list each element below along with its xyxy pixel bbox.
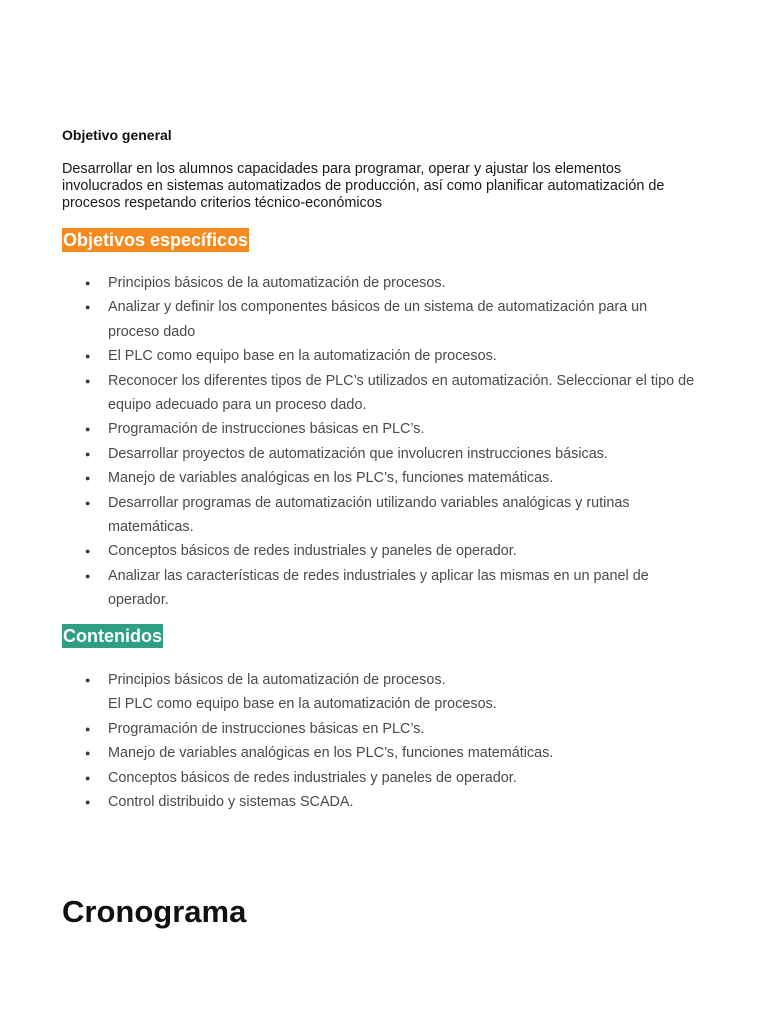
objetivos-especificos-heading: Objetivos específicos xyxy=(63,230,249,250)
list-item-text: Principios básicos de la automatización de procesos. xyxy=(108,672,446,688)
bullet-icon: ● xyxy=(85,546,91,557)
list-item xyxy=(62,692,702,716)
list-item xyxy=(62,717,702,741)
bullet-icon: ● xyxy=(85,748,91,759)
bullet-icon: ● xyxy=(85,497,91,508)
bullet-icon: ● xyxy=(85,278,91,288)
objetivos-especificos-list xyxy=(62,271,702,613)
list-item xyxy=(62,741,702,765)
list-item-text: El PLC como equipo base en la automatización de procesos. xyxy=(108,348,497,365)
bullet-icon: ● xyxy=(85,302,91,313)
bullet-icon: ● xyxy=(85,797,91,808)
list-item-text: Reconocer los diferentes tipos de PLC’s utilizados en automatización. Seleccionar el tipo de equipo adecuado para un proceso dado. xyxy=(108,372,695,414)
list-item-text: Manejo de variables analógicas en los PLC’s, funciones matemáticas. xyxy=(108,745,554,762)
contenidos-heading: Contenidos xyxy=(63,626,162,646)
list-item xyxy=(62,295,702,344)
bullet-icon: ● xyxy=(85,570,91,581)
objetivo-general-text: Desarrollar en los alumnos capacidades para programar, operar y ajustar los elementos involucrados en sistemas automatizados de producción, así como planificar automatización de procesos respetando criterios técnico-económicos xyxy=(62,161,665,211)
list-item-text: Conceptos básicos de redes industriales y paneles de operador. xyxy=(108,543,517,560)
list-item xyxy=(62,271,702,295)
list-item xyxy=(62,442,702,466)
bullet-icon: ● xyxy=(85,351,91,362)
list-item-text: Conceptos básicos de redes industriales y paneles de operador. xyxy=(108,769,517,786)
objetivo-general-heading: Objetivo general xyxy=(62,127,172,143)
list-item-text: Manejo de variables analógicas en los PLC’s, funciones matemáticas. xyxy=(108,470,554,487)
list-item-text: Desarrollar programas de automatización utilizando variables analógicas y rutinas matemáticas. xyxy=(108,494,630,536)
list-item xyxy=(62,668,702,692)
list-item xyxy=(62,790,702,814)
list-item xyxy=(62,766,702,790)
bullet-icon: ● xyxy=(85,473,91,484)
bullet-icon: ● xyxy=(85,375,91,386)
list-item xyxy=(62,539,702,563)
list-item xyxy=(62,344,702,368)
list-item-text: Principios básicos de la automatización de procesos. xyxy=(108,275,446,291)
list-item xyxy=(62,491,702,540)
list-item-text: Analizar las características de redes industriales y aplicar las mismas en un panel de operador. xyxy=(108,567,649,609)
list-item-text: Programación de instrucciones básicas en PLC’s. xyxy=(108,720,425,737)
list-item-text: El PLC como equipo base en la automatización de procesos. xyxy=(108,696,497,713)
list-item xyxy=(62,417,702,441)
contenidos-list xyxy=(62,668,702,814)
list-item-text: Desarrollar proyectos de automatización que involucren instrucciones básicas. xyxy=(108,445,608,462)
bullet-icon: ● xyxy=(85,424,91,435)
bullet-icon: ● xyxy=(85,448,91,459)
list-item-text: Analizar y definir los componentes básicos de un sistema de automatización para un proceso dado xyxy=(108,299,648,340)
bullet-icon: ● xyxy=(85,772,91,783)
list-item xyxy=(62,466,702,490)
list-item-text: Programación de instrucciones básicas en PLC’s. xyxy=(108,421,425,438)
list-item-text: Control distribuido y sistemas SCADA. xyxy=(108,794,354,811)
cronograma-heading: Cronograma xyxy=(62,894,247,929)
bullet-icon: ● xyxy=(85,675,91,685)
bullet-icon: ● xyxy=(85,723,91,734)
list-item xyxy=(62,564,702,613)
list-item xyxy=(62,369,702,418)
